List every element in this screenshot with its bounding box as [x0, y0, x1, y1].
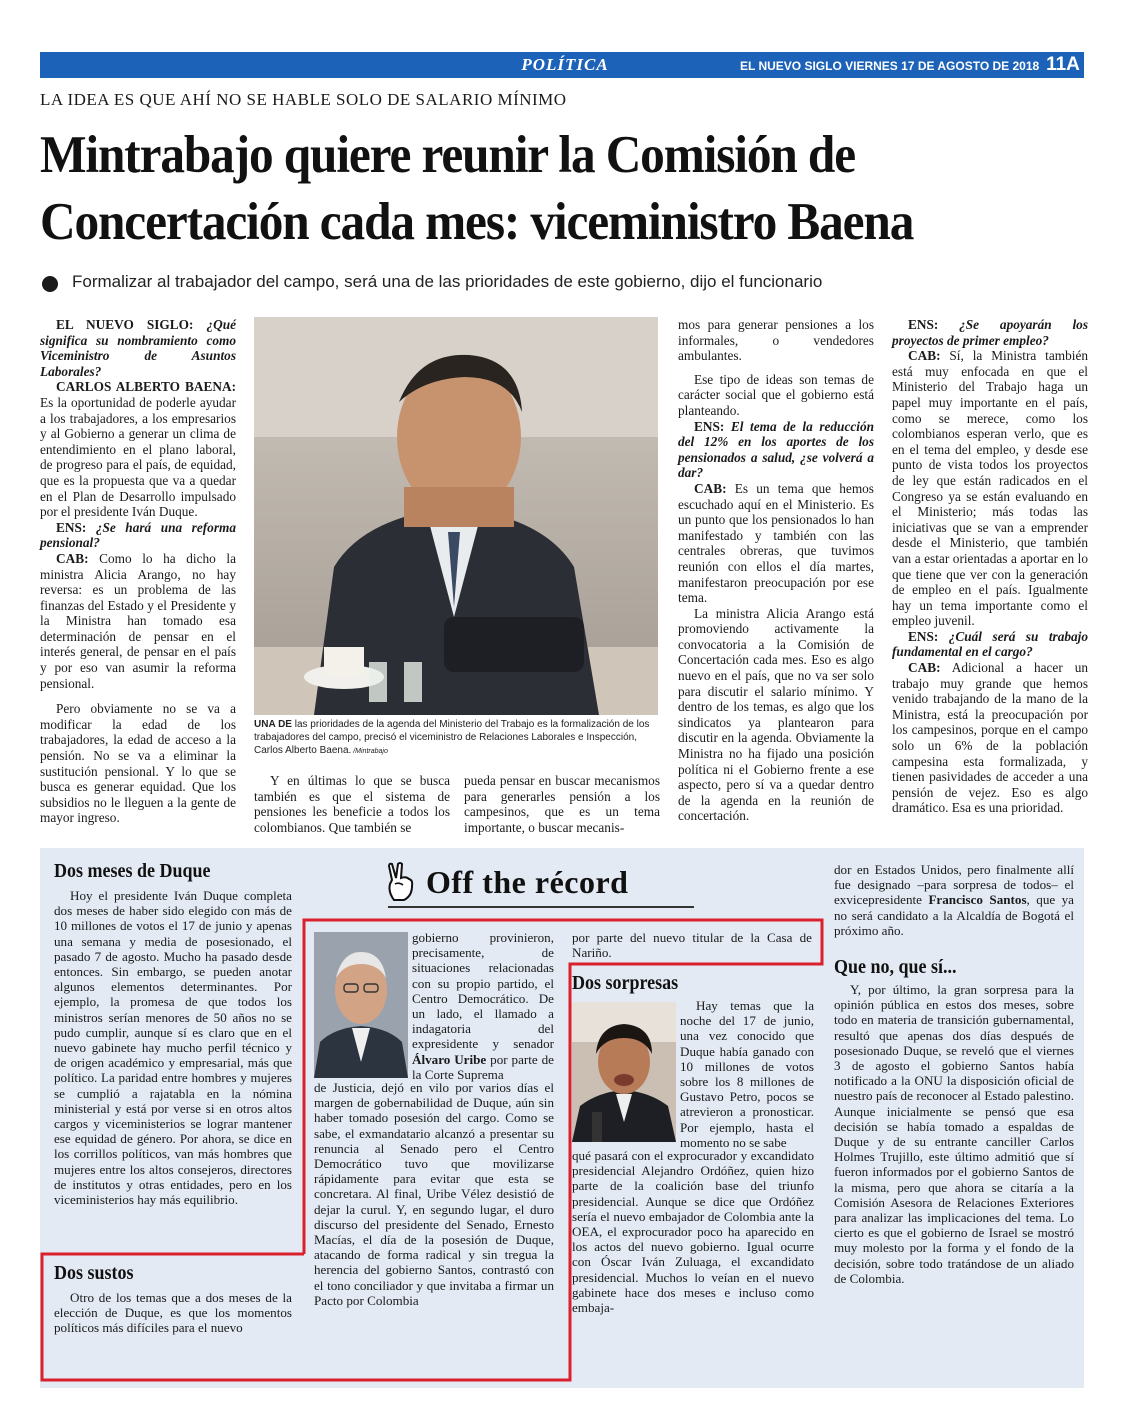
viceminister-photo	[254, 317, 658, 715]
que-no-que-si-heading: Que no, que sí...	[834, 956, 957, 978]
question-2: ¿Se hará una reforma pensional?	[40, 519, 236, 551]
article-column-3-bottom	[464, 773, 660, 839]
newspaper-date: EL NUEVO SIGLO VIERNES 17 DE AGOSTO DE 2018	[740, 59, 1040, 73]
article-headline	[40, 122, 1017, 262]
portrait-illustration	[254, 317, 658, 715]
paragraph: Y en últimas lo que se busca también es que el sistema de pensiones les beneficie a todos los colombianos. Que también se	[254, 773, 450, 835]
highlight-outline	[40, 918, 824, 1382]
interviewer-label: ENS:	[56, 519, 87, 535]
answer-1: Es la oportunidad de poderle ayudar a los trabajadores, a los empresarios y al Gobierno a generar un clima de entendimiento en el plano laboral, de progreso para el país, de equidad, que es la propuesta que va a quedar en el Plan de Desarrollo impulsado por el presidente Iván Duque.	[40, 394, 236, 520]
sustos-heading: Dos sustos	[54, 1262, 134, 1284]
paragraph: Hay temas que la noche del 17 de junio, una vez conocido que Duque había ganado con 10 millones de votos sobre los 8 millones de Gustavo Petro, pocos se atrevieron a pronosticar. Por ejemplo, hasta el momento no se sabe	[680, 998, 814, 1150]
duque-heading: Dos meses de Duque	[54, 860, 211, 882]
interviewee-label: CAB:	[694, 480, 727, 496]
article-subhead: Formalizar al trabajador del campo, será una de las prioridades de este gobierno, dijo el funcionario	[72, 272, 823, 291]
question-4: ¿Se apoyarán los proyectos de primer empleo?	[892, 317, 1088, 348]
text-span: , que ya no será candidato a la Alcaldía de Bogotá el próximo año.	[834, 892, 1074, 938]
person-name: Álvaro Uribe	[412, 1051, 487, 1067]
title-rule	[388, 906, 694, 908]
paragraph: por parte del nuevo titular de la Casa de Nariño.	[572, 930, 812, 961]
bullet-icon	[42, 276, 58, 292]
interviewer-label: EL NUEVO SIGLO:	[56, 317, 194, 332]
paragraph: Otro de los temas que a dos meses de la elección de Duque, es que los momentos políticos más difíciles para el nuevo	[54, 1290, 292, 1336]
page-number: 11A	[1046, 54, 1080, 75]
text-span: por parte de la Corte Suprema	[412, 1051, 554, 1082]
article-column-3	[678, 317, 874, 839]
paragraph: qué pasará con el exprocurador y excandidato presidencial Alejandro Ordóñez, quien hizo parte de la coalición base del triunfo presidencial. Aunque se dice que Ordóñez sería el nuevo embajador de Colombia ante la OEA, el exprocurador poco ha aparecido en los actos del nuevo gobierno. Igual ocurre con Óscar Iván Zuluaga, el excandidato presidencial. Muchos lo veían en el nuevo gabinete hace dos meses e incluso como embaja-	[572, 1148, 814, 1316]
off-the-record-title: Off the récord	[426, 864, 629, 900]
paragraph: Pero obviamente no se va a modificar la edad de los trabajadores, la edad de acceso a la pensión. No se va a eliminar la sustitución pensional. Y lo que se busca es generar equidad. Que los subsidios no le lleguen a la gente de mayor ingreso.	[40, 701, 236, 826]
paragraph: mos para generar pensiones a los informales, o vendedores ambulantes.	[678, 317, 874, 364]
text-span: gobierno provinieron, precisamente, de situaciones relacionadas con su propio partido, el Centro Democrático. De un lado, el llamado a indagatoria del expresidente y senador	[412, 930, 554, 1052]
paragraph: de Justicia, dejó en vilo por varios días el margen de gobernabilidad de Duque, aún sin haber tomado posesión del cargo. Como se sabe, el exmandatario alcanzó a presentar su renuncia al Senado pero el Centro Democrático tuvo que movilizarse rápidamente para evitar que esta se concretara. Al final, Uribe Vélez desistió de dejar la curul. Y, en segundo lugar, el duro discurso del presidente del Senado, Ernesto Macías, el día de la posesión de Duque, atacando de forma radical y sin tregua la herencia del gobierno Santos, contrastó con el tono conciliador y que invitaba a firmar un Pacto por Colombia	[314, 1080, 554, 1308]
headline-line-2: Concertación cada mes: viceministro Baena	[40, 193, 914, 251]
paragraph: Hoy el presidente Iván Duque completa dos meses de haber sido elegido con más de 10 millones de votos el 17 de junio y apenas una semana y media de posesionado, el pasado 7 de agosto. Mucho ha pasado desde entonces. Sin embargo, se pueden anotar algunos elementos determinantes. Por ejemplo, la promesa de que todos los ministros serían menores de 50 años no se pudo cumplir, aunque sí es claro que en el nuevo gabinete hay mucho perfil técnico y de origen académico y empresarial, más que político. La paridad entre hombres y mujeres se cumplió a rajatabla en la nómina ministerial y está por verse si en otros altos cargos y viceministerios se lograr mantener ese equidad de género. Por ahora, se dice en los corrillos políticos, van más hombres que mujeres entre los altos consejeros, directores de institutos y otras entidades, pero en los viceministerios hay más equilibrio.	[54, 888, 292, 1208]
interviewee-label: CAB:	[56, 550, 89, 566]
sorpresas-heading: Dos sorpresas	[572, 972, 679, 994]
interviewer-label: ENS:	[694, 418, 725, 434]
answer-2: Como lo ha dicho la ministra Alicia Arango, no hay reversa: es un problema de las finanzas del Estado y el Presidente y la Ministra han tomado esa determinación de pensar en el interés general, de pensar en el país y por eso van asumir la reforma pensional.	[40, 550, 236, 691]
answer-3: Es un tema que hemos escuchado aquí en el Ministerio. Es un punto que los pensionados lo han manifestado y también con las centrales obreras, que tuvimos reunión con ellos el día martes, manifestaron preocupación por ese tema.	[678, 480, 874, 606]
interviewee-label: CAB:	[908, 660, 941, 676]
paragraph: La ministra Alicia Arango está promoviendo activamente la convocatoria a la Comisión de Concertación cada mes. Eso es algo nuevo en el país, que no va ser solo para discutir el salario mínimo. Y dentro de los temas, es algo que los sindicatos ya plantearon para discutir en la agenda. Obviamente la Ministra no ha fijado una posición política ni el Gobierno frente a ese aspecto, pero sí va a quedar dentro de la agenda en la reunión de concertación.	[678, 605, 874, 824]
que-no-que-si-text	[834, 982, 1074, 1327]
answer-5: Adicional a hacer un trabajo muy grande que hemos venido trabajando de la mano de la Ministra, está la preocupación por los campesinos, porque en el campo solo un 6% de la población campesina esta formalizada, y tienen pasividades de acceder a una pensión de vejez. Eso es algo dramático. Esa es una prioridad.	[892, 660, 1088, 816]
caption-text: las prioridades de la agenda del Ministerio del Trabajo es la formalización de los trabajadores del campo, precisó el viceministro de Relaciones Laborales e Inspección, Carlos Alberto Baena.	[254, 719, 650, 756]
person-name: Francisco Santos	[928, 892, 1027, 908]
article-column-1	[40, 317, 236, 839]
paragraph: Ese tipo de ideas son temas de carácter social que el gobierno está planteando.	[678, 371, 874, 418]
interviewee-label: CARLOS ALBERTO BAENA:	[56, 379, 236, 395]
section-name: POLÍTICA	[521, 55, 609, 74]
interviewer-label: ENS:	[908, 317, 939, 332]
text-span: dor en Estados Unidos, pero finalmente allí fue designado –para sorpresa de todos– el exvicepresidente	[834, 862, 1074, 908]
headline-line-1: Mintrabajo quiere reunir la Comisión de	[40, 126, 855, 184]
paragraph: pueda pensar en buscar mecanismos para generarles pensión a los campesinos, que es un tema importante, o buscar mecanis-	[464, 773, 660, 835]
interviewer-label: ENS:	[908, 628, 939, 644]
question-1: ¿Qué significa su nombramiento como Viceministro de Asuntos Laborales?	[40, 317, 236, 379]
article-column-2-bottom	[254, 773, 450, 839]
article-kicker: LA IDEA ES QUE AHÍ NO SE HABLE SOLO DE SALARIO MÍNIMO	[40, 90, 567, 109]
caption-lead: UNA DE	[254, 719, 292, 730]
answer-4: Sí, la Ministra también está muy enfocada en que el Ministerio del Trabajo haga un papel muy importante en el país, como se merece, como los colombianos esperan verlo, que es en el tema del empleo, y desde ese punto de vista todos los proyectos de ley que están radicados en el Congreso ya se están evaluando en el Ministerio; más todas las iniciativas que se van a emprender desde el Ministerio, que también van a estar orientadas a aportar en lo que tiene que ver con la generación de empleo en el país. Igualmente hay un tema importante como el empleo juvenil.	[892, 348, 1088, 629]
question-5: ¿Cuál será su trabajo fundamental en el cargo?	[892, 628, 1088, 660]
sorpresas-text-end	[834, 862, 1074, 942]
interviewee-label: CAB:	[908, 348, 941, 364]
photo-caption	[254, 718, 660, 770]
paragraph: Y, por último, la gran sorpresa para la opinión pública en estos dos meses, sobre todo en materia de transición gubernamental, resultó que apenas dos días después de posesionado Duque, se reveló que el viernes 3 de agosto el gobierno Santos había notificado a la ONU la disposición oficial de nuestro país de reconocer al Estado palestino. Aunque inicialmente se pensó que esa decisión se había tomado a espaldas de Duque y de su entrante canciller Carlos Holmes Trujillo, este último admitió que sí fueron informados por el gobierno Santos de la misma, pero que ahora se citaría a la Comisión Asesora de Relaciones Exteriores para analizar las implicaciones del tema. Lo cierto es que el gobierno de Israel se mostró muy molesto por la forma y el fondo de la decisión, sobre todo tratándose de un aliado de Colombia.	[834, 982, 1074, 1286]
article-column-4	[892, 317, 1088, 839]
question-3: El tema de la reducción del 12% en los aportes de los pensionados a salud, ¿se volverá a dar?	[678, 418, 874, 481]
photo-credit: /Mintrabajo	[351, 748, 388, 755]
